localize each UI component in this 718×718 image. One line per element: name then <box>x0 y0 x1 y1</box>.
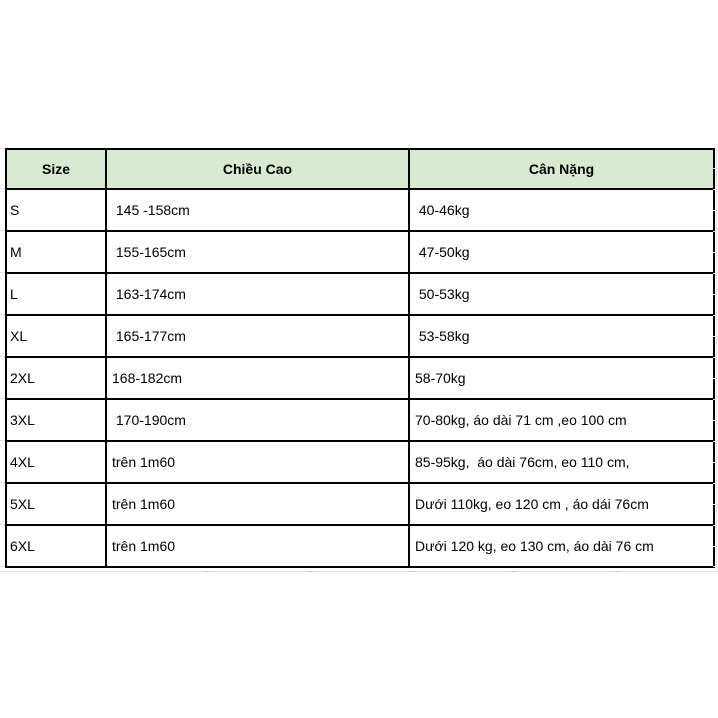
table-row <box>6 189 714 231</box>
height-cell: 163-174cm <box>106 273 409 315</box>
table-row <box>6 525 714 567</box>
gridline <box>716 148 717 571</box>
size-cell: 2XL <box>6 357 106 399</box>
weight-cell: 70-80kg, áo dài 71 cm ,eo 100 cm <box>409 399 714 441</box>
gridline <box>0 272 5 273</box>
gridline <box>0 571 718 572</box>
size-chart-table <box>5 148 715 568</box>
table-row <box>6 357 714 399</box>
height-cell: 168-182cm <box>106 357 409 399</box>
gridline <box>0 440 5 441</box>
table-row <box>6 483 714 525</box>
gridline <box>0 356 5 357</box>
header-height: Chiều Cao <box>106 149 409 189</box>
gridline <box>0 524 5 525</box>
weight-cell: 85-95kg, áo dài 76cm, eo 110 cm, <box>409 441 714 483</box>
weight-cell: 53-58kg <box>409 315 714 357</box>
weight-cell: Dưới 110kg, eo 120 cm , áo dái 76cm <box>409 483 714 525</box>
gridline <box>0 230 5 231</box>
gridline <box>0 482 5 483</box>
weight-cell: 40-46kg <box>409 189 714 231</box>
height-cell: 165-177cm <box>106 315 409 357</box>
weight-cell: 58-70kg <box>409 357 714 399</box>
gridline <box>307 571 313 572</box>
gridline <box>0 398 5 399</box>
size-cell: XL <box>6 315 106 357</box>
size-cell: S <box>6 189 106 231</box>
gridline <box>0 566 5 567</box>
size-cell: 6XL <box>6 525 106 567</box>
height-cell: trên 1m60 <box>106 441 409 483</box>
size-cell: 3XL <box>6 399 106 441</box>
header-size: Size <box>6 149 106 189</box>
gridline <box>204 571 210 572</box>
gridline <box>409 571 415 572</box>
gridline <box>0 314 5 315</box>
table-row <box>6 441 714 483</box>
gridline <box>0 188 5 189</box>
weight-cell: 50-53kg <box>409 273 714 315</box>
header-row <box>6 149 714 189</box>
table-row <box>6 315 714 357</box>
gridline <box>614 571 620 572</box>
gridline <box>511 571 517 572</box>
size-cell: L <box>6 273 106 315</box>
height-cell: trên 1m60 <box>106 525 409 567</box>
size-cell: M <box>6 231 106 273</box>
weight-cell: Dưới 120 kg, eo 130 cm, áo dài 76 cm <box>409 525 714 567</box>
height-cell: 155-165cm <box>106 231 409 273</box>
size-cell: 5XL <box>6 483 106 525</box>
table-row <box>6 399 714 441</box>
gridline <box>0 148 5 149</box>
table-row <box>6 273 714 315</box>
height-cell: 170-190cm <box>106 399 409 441</box>
height-cell: trên 1m60 <box>106 483 409 525</box>
size-cell: 4XL <box>6 441 106 483</box>
height-cell: 145 -158cm <box>106 189 409 231</box>
weight-cell: 47-50kg <box>409 231 714 273</box>
table-row <box>6 231 714 273</box>
header-weight: Cân Nặng <box>409 149 714 189</box>
